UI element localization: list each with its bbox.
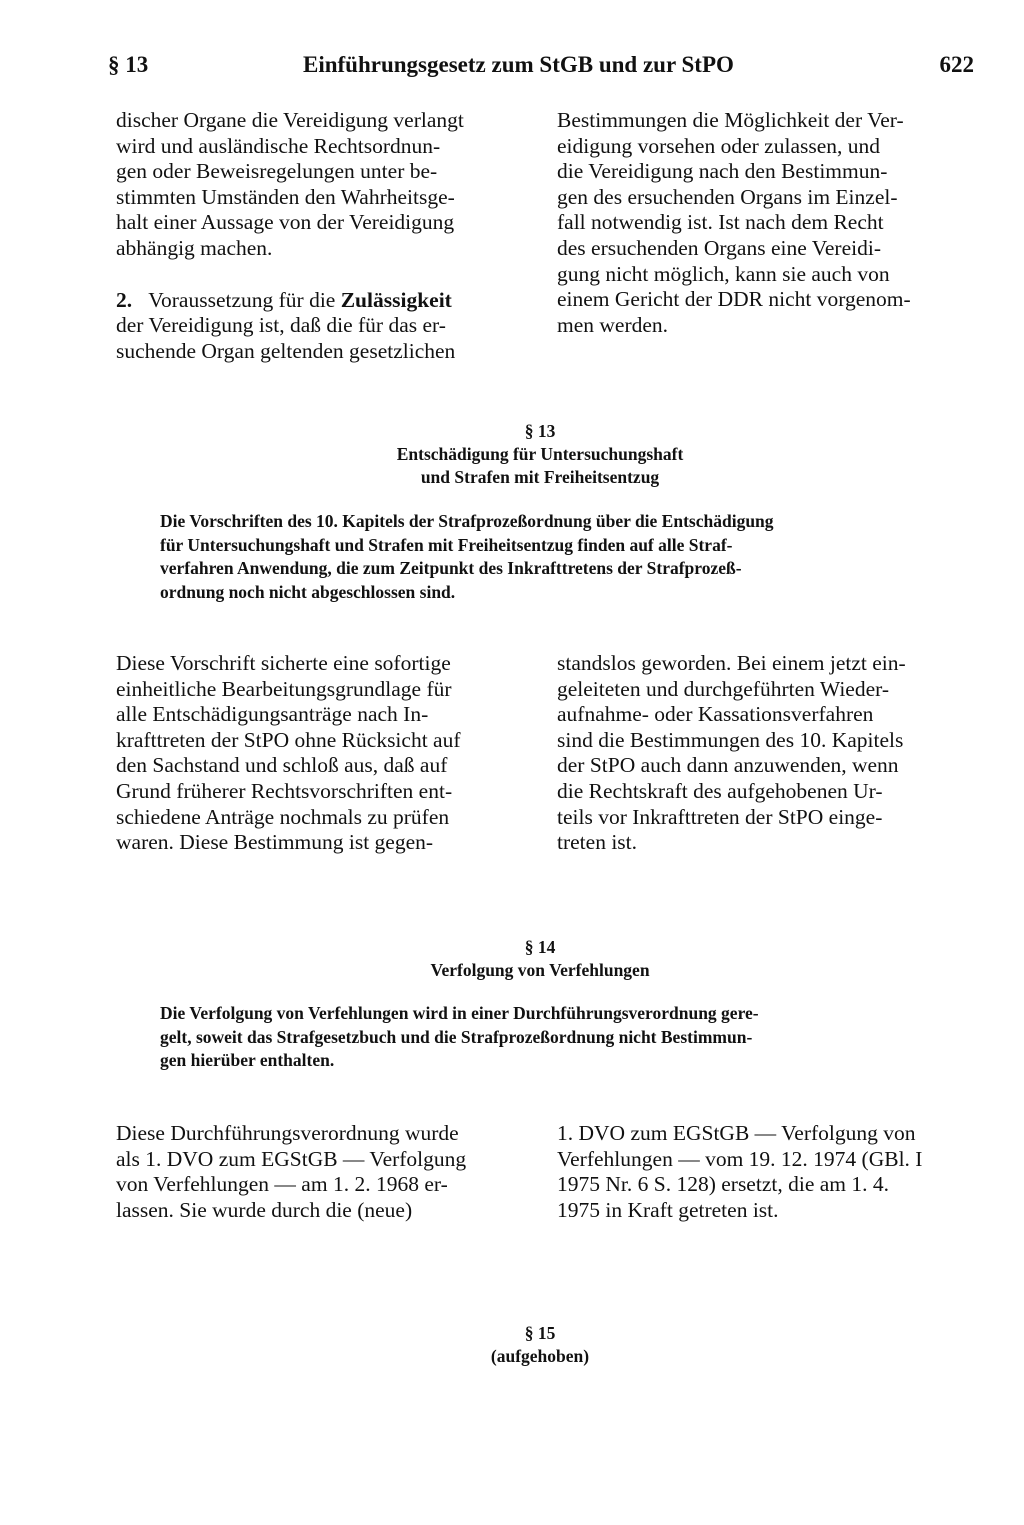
section-number: § 14	[524, 937, 556, 957]
running-header	[108, 52, 974, 88]
commentary-item-2	[116, 288, 530, 365]
commentary-paragraph: Diese Durchführungsverordnung wurde als 1. DVO zum EGStGB — Verfolgung von Verfehlungen — am 1. 2. 1968 er- lassen. Sie wurde durch die (neue)	[116, 1121, 467, 1222]
section-14-heading	[240, 936, 840, 982]
item-text-after: der Vereidigung ist, daß die für das er- suchende Organ geltenden gesetzlichen	[116, 313, 456, 363]
commentary-paragraph: standslos geworden. Bei einem jetzt ein- geleiteten und durchgeführten Wieder- aufnahme- oder Kassationsverfahren sind die Bestimmungen des 10. Kapitels der StPO auch dann anzuwenden, wenn die Rechtskraft des aufgehobenen Ur- teils vor Inkrafttreten der StPO einge- treten ist.	[557, 651, 906, 855]
commentary-paragraph: 1. DVO zum EGStGB — Verfolgung von Verfehlungen — vom 19. 12. 1974 (GBl. I 1975 Nr. 6 S. 128) ersetzt, die am 1. 4. 1975 in Kraft getreten ist.	[557, 1121, 923, 1222]
commentary-paragraph: discher Organe die Vereidigung verlangt wird und ausländische Rechtsordnun- gen oder Beweisregelungen unter be- stimmten Umständen den Wahrheitsge- halt einer Aussage von der Vereidigung abhängig machen.	[116, 108, 464, 260]
item-number: 2.	[116, 287, 133, 312]
section-status: (aufgehoben)	[490, 1346, 590, 1366]
section-13-norm-text: Die Vorschriften des 10. Kapitels der Strafprozeßordnung über die Entschädigung für Untersuchungshaft und Strafen mit Freiheitsentzug finden auf alle Straf- verfahren Anwendung, die zum Zeitpunkt des Inkrafttretens der Strafprozeß- ordnung noch nicht abgeschlossen sind.	[160, 511, 774, 602]
section-15-heading	[240, 1322, 840, 1368]
section-13-heading	[240, 420, 840, 489]
section-13-commentary-left	[116, 651, 530, 856]
section-title-line-1: Entschädigung für Untersuchungshaft	[396, 444, 684, 464]
commentary-paragraph: Bestimmungen die Möglichkeit der Ver- eidigung vorsehen oder zulassen, und die Vereidigung nach den Bestimmun- gen des ersuchenden Organs im Einzel- fall notwendig ist. Ist nach dem Recht des ersuchenden Organs eine Vereidi- gung nicht möglich, kann sie auch von einem Gericht der DDR nicht vorgenom- men werden.	[557, 108, 911, 337]
header-section-number: § 13	[108, 52, 149, 77]
section-14-norm-text: Die Verfolgung von Verfehlungen wird in einer Durchführungsverordnung gere- gelt, soweit das Strafgesetzbuch und die Strafprozeßordnung nicht Bestimmun- gen hierüber enthalten.	[160, 1003, 759, 1071]
commentary-paragraph: Diese Vorschrift sicherte eine sofortige einheitliche Bearbeitungsgrundlage für alle Entschädigungsanträge nach In- krafttreten der StPO ohne Rücksicht auf den Sachstand und schloß aus, daß auf Grund früherer Rechtsvorschriften ent- schiedene Anträge nochmals zu prüfen waren. Diese Bestimmung ist gegen-	[116, 651, 461, 855]
section-14-commentary-right	[557, 1121, 971, 1223]
page-number: 622	[939, 52, 974, 77]
section-number: § 15	[524, 1323, 556, 1343]
item-emphasis: Zulässigkeit	[340, 287, 452, 312]
commentary-continuation-left	[116, 108, 530, 364]
item-text-before: Voraussetzung für die	[148, 287, 341, 312]
section-title: Verfolgung von Verfehlungen	[430, 960, 650, 980]
section-title-line-2: und Strafen mit Freiheitsentzug	[420, 467, 660, 487]
section-13-commentary-right	[557, 651, 971, 856]
commentary-continuation-right	[557, 108, 971, 338]
section-14-commentary-left	[116, 1121, 530, 1223]
header-title: Einführungsgesetz zum StGB und zur StPO	[303, 52, 734, 77]
section-number: § 13	[524, 421, 556, 441]
